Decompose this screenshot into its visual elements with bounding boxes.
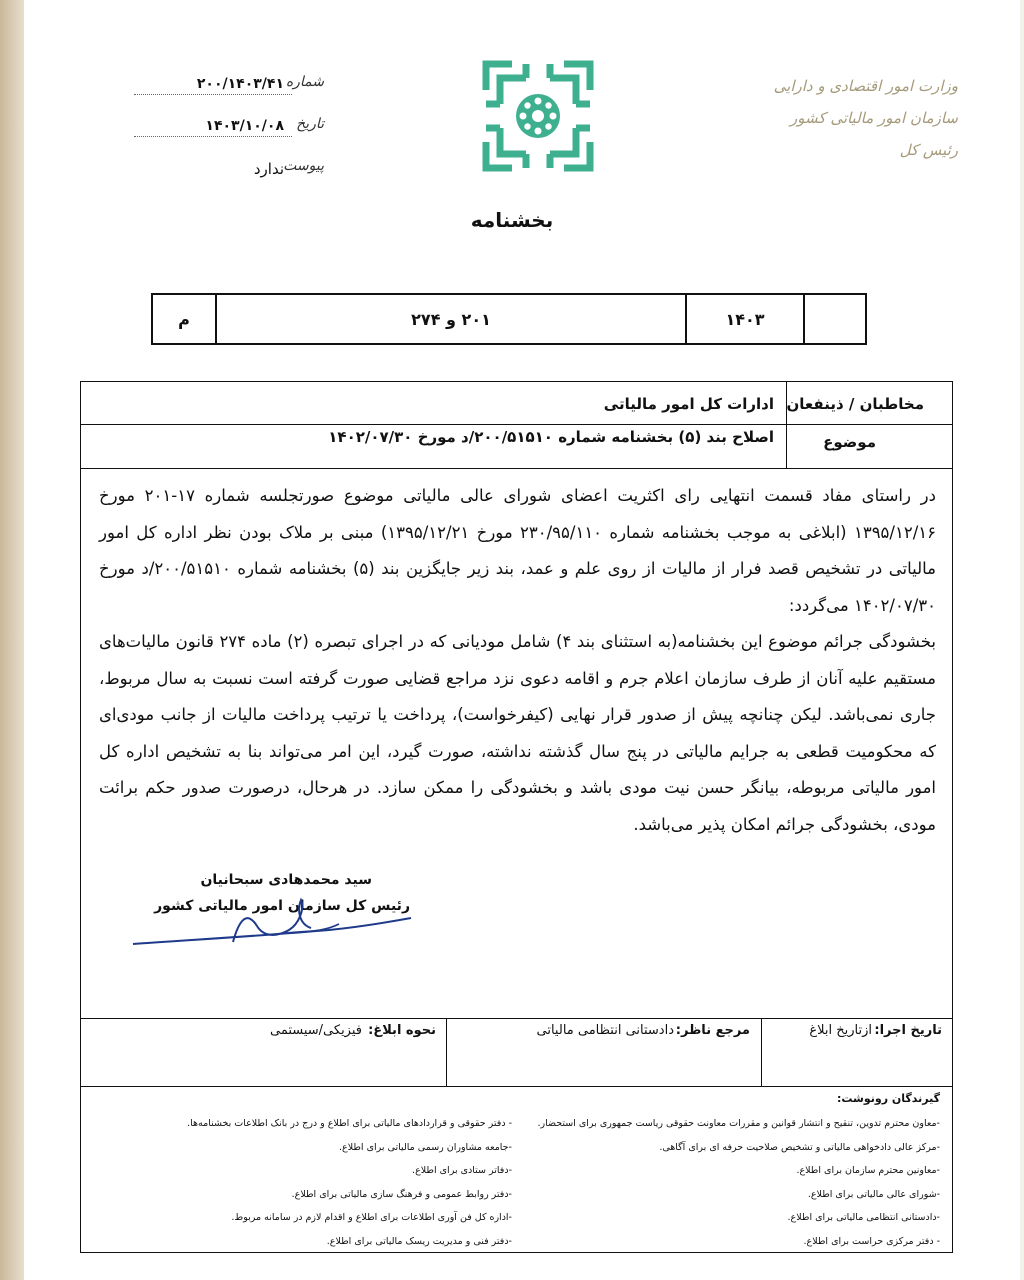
- cc-item: -دادستانی انتظامی مالیاتی برای اطلاع.: [787, 1212, 940, 1223]
- cc-item: - دفتر مرکزی حراست برای اطلاع.: [803, 1235, 940, 1247]
- notification-method-label: نحوه ابلاغ:: [368, 1023, 436, 1038]
- cc-item: -مرکز عالی دادخواهی مالیاتی و تشخیص صلاحیت حرفه ای برای آگاهی.: [659, 1141, 940, 1153]
- letter-number-row: [134, 74, 324, 116]
- letter-attachment-row: [134, 158, 324, 200]
- letter-number-label: شماره: [285, 74, 324, 90]
- subject-label: موضوع: [823, 433, 876, 451]
- number-box-empty-cell: [803, 295, 865, 343]
- cc-list-left: [92, 1112, 512, 1253]
- letter-metadata: [134, 74, 324, 200]
- circular-number-box: [151, 293, 867, 345]
- addressee-label: مخاطبان / ذینفعان: [786, 395, 924, 413]
- addressee-value: ادارات کل امور مالیاتی: [603, 395, 774, 413]
- letter-attachment-value: ندارد: [253, 160, 284, 178]
- cc-item: - دفتر حقوقی و قراردادهای مالیاتی برای اطلاع و درج در بانک اطلاعات بخشنامه‌ها.: [187, 1118, 512, 1129]
- dotted-line: [134, 94, 292, 95]
- notification-method-value: فیزیکی/سیستمی: [269, 1023, 362, 1038]
- dotted-line: [134, 136, 292, 137]
- letter-number-value: ۲۰۰/۱۴۰۳/۴۱: [196, 76, 284, 92]
- ministry-line: وزارت امور اقتصادی و دارایی: [773, 77, 958, 95]
- signatory-name: سید محمدهادی سبحانیان: [200, 872, 372, 888]
- number-box-number: ۲۰۱ و ۲۷۴: [215, 295, 685, 343]
- circular-body-text: [99, 478, 936, 843]
- row-divider: [81, 424, 952, 425]
- number-box-suffix: م: [178, 309, 190, 329]
- footer-column-divider: [761, 1018, 762, 1086]
- letter-attachment-label: پیوست: [283, 158, 324, 174]
- footer-column-divider: [446, 1018, 447, 1086]
- cc-item: -جامعه مشاوران رسمی مالیاتی برای اطلاع.: [339, 1141, 512, 1153]
- chief-line: رئیس کل: [899, 141, 958, 159]
- row-divider: [81, 468, 952, 469]
- row-divider: [81, 1086, 952, 1087]
- paper-edge: [0, 0, 24, 1280]
- execution-date-label: تاریخ اجرا:: [874, 1023, 942, 1038]
- cc-item: -معاونین محترم سازمان برای اطلاع.: [796, 1165, 940, 1176]
- row-divider: [81, 1018, 952, 1019]
- tax-organization-emblem-icon: [482, 60, 594, 176]
- supervising-authority-value: دادستانی انتظامی مالیاتی: [536, 1023, 674, 1038]
- cc-item: -معاون محترم تدوین، تنقیح و انتشار قوانین و مقررات معاونت حقوقی ریاست جمهوری برای استحضار.: [537, 1118, 940, 1129]
- cc-item: -دفتر فنی و مدیریت ریسک مالیاتی برای اطلاع.: [326, 1235, 512, 1247]
- supervising-authority-label: مرجع ناظر:: [675, 1023, 750, 1038]
- cc-list-right: [520, 1112, 940, 1253]
- body-paragraph: در راستای مفاد قسمت انتهایی رای اکثریت اعضای شورای عالی مالیاتی موضوع صورتجلسه شماره ۱۷-۲۰۱ مورخ ۱۳۹۵/۱۲/۱۶ (ابلاغی به موجب بخشنامه شماره ۲۳۰/۹۵/۱۱۰ مورخ ۱۳۹۵/۱۲/۲۱) مبنی بر ملاک بودن نظر اداره کل امور مالیاتی در تشخیص قصد فرار از مالیات از روی علم و عمد، بند زیر جایگزین بند (۵) بخشنامه شماره ۲۰۰/۵۱۵۱۰/د مورخ ۱۴۰۲/۰۷/۳۰ می‌گردد:: [99, 486, 936, 615]
- organization-line: سازمان امور مالیاتی کشور: [790, 109, 958, 127]
- handwritten-signature: [129, 890, 419, 958]
- letter-date-value: ۱۴۰۳/۱۰/۰۸: [205, 118, 284, 134]
- letter-date-row: [134, 116, 324, 158]
- ministry-heading: [758, 70, 958, 166]
- body-paragraph: بخشودگی جرائم موضوع این بخشنامه(به استثنای بند ۴) شامل مودیانی که در اجرای تبصره (۲) ماده ۲۷۴ قانون مالیات‌های مستقیم علیه آنان از طرف سازمان اعلام جرم و اقامه دعوی نزد مراجع قضایی صورت گرفته است نسبت به سال مربوط، جاری نمی‌باشد. لیکن چنانچه پیش از صدور قرار نهایی (کیفرخواست)، پرداخت یا ترتیب پرداخت مالیات از جانب مودی‌ای که محکومیت قطعی به جرایم مالیاتی در پنج سال گذشته نداشته، صورت گیرد، این امر می‌تواند بنا به تشخیص اداره کل امور مالیاتی مربوطه، بیانگر حسن نیت مودی باشد و بخشودگی را ممکن سازد. در هرحال، درصورت صدور حکم برائت مودی، بخشودگی جرائم امکان پذیر می‌باشد.: [99, 632, 936, 834]
- cc-item: -دفتر روابط عمومی و فرهنگ سازی مالیاتی برای اطلاع.: [291, 1188, 512, 1200]
- letter-date-label: تاریخ: [296, 116, 324, 132]
- circular-body-frame: [80, 381, 953, 1253]
- execution-date-value: ازتاریخ ابلاغ: [809, 1023, 872, 1038]
- number-box-year: ۱۴۰۳: [685, 295, 803, 343]
- cc-item: -شورای عالی مالیاتی برای اطلاع.: [807, 1188, 940, 1200]
- document-title: بخشنامه: [470, 208, 554, 232]
- cc-item: -اداره کل فن آوری اطلاعات برای اطلاع و اقدام لازم در سامانه مربوط.: [231, 1212, 512, 1223]
- cc-recipients-title: گیرندگان رونوشت:: [836, 1092, 940, 1105]
- cc-item: -دفاتر ستادی برای اطلاع.: [412, 1165, 512, 1176]
- subject-value: اصلاح بند (۵) بخشنامه شماره ۲۰۰/۵۱۵۱۰/د مورخ ۱۴۰۲/۰۷/۳۰: [328, 428, 774, 446]
- signatory-title: رئیس کل سازمان امور مالیاتی کشور: [154, 898, 410, 914]
